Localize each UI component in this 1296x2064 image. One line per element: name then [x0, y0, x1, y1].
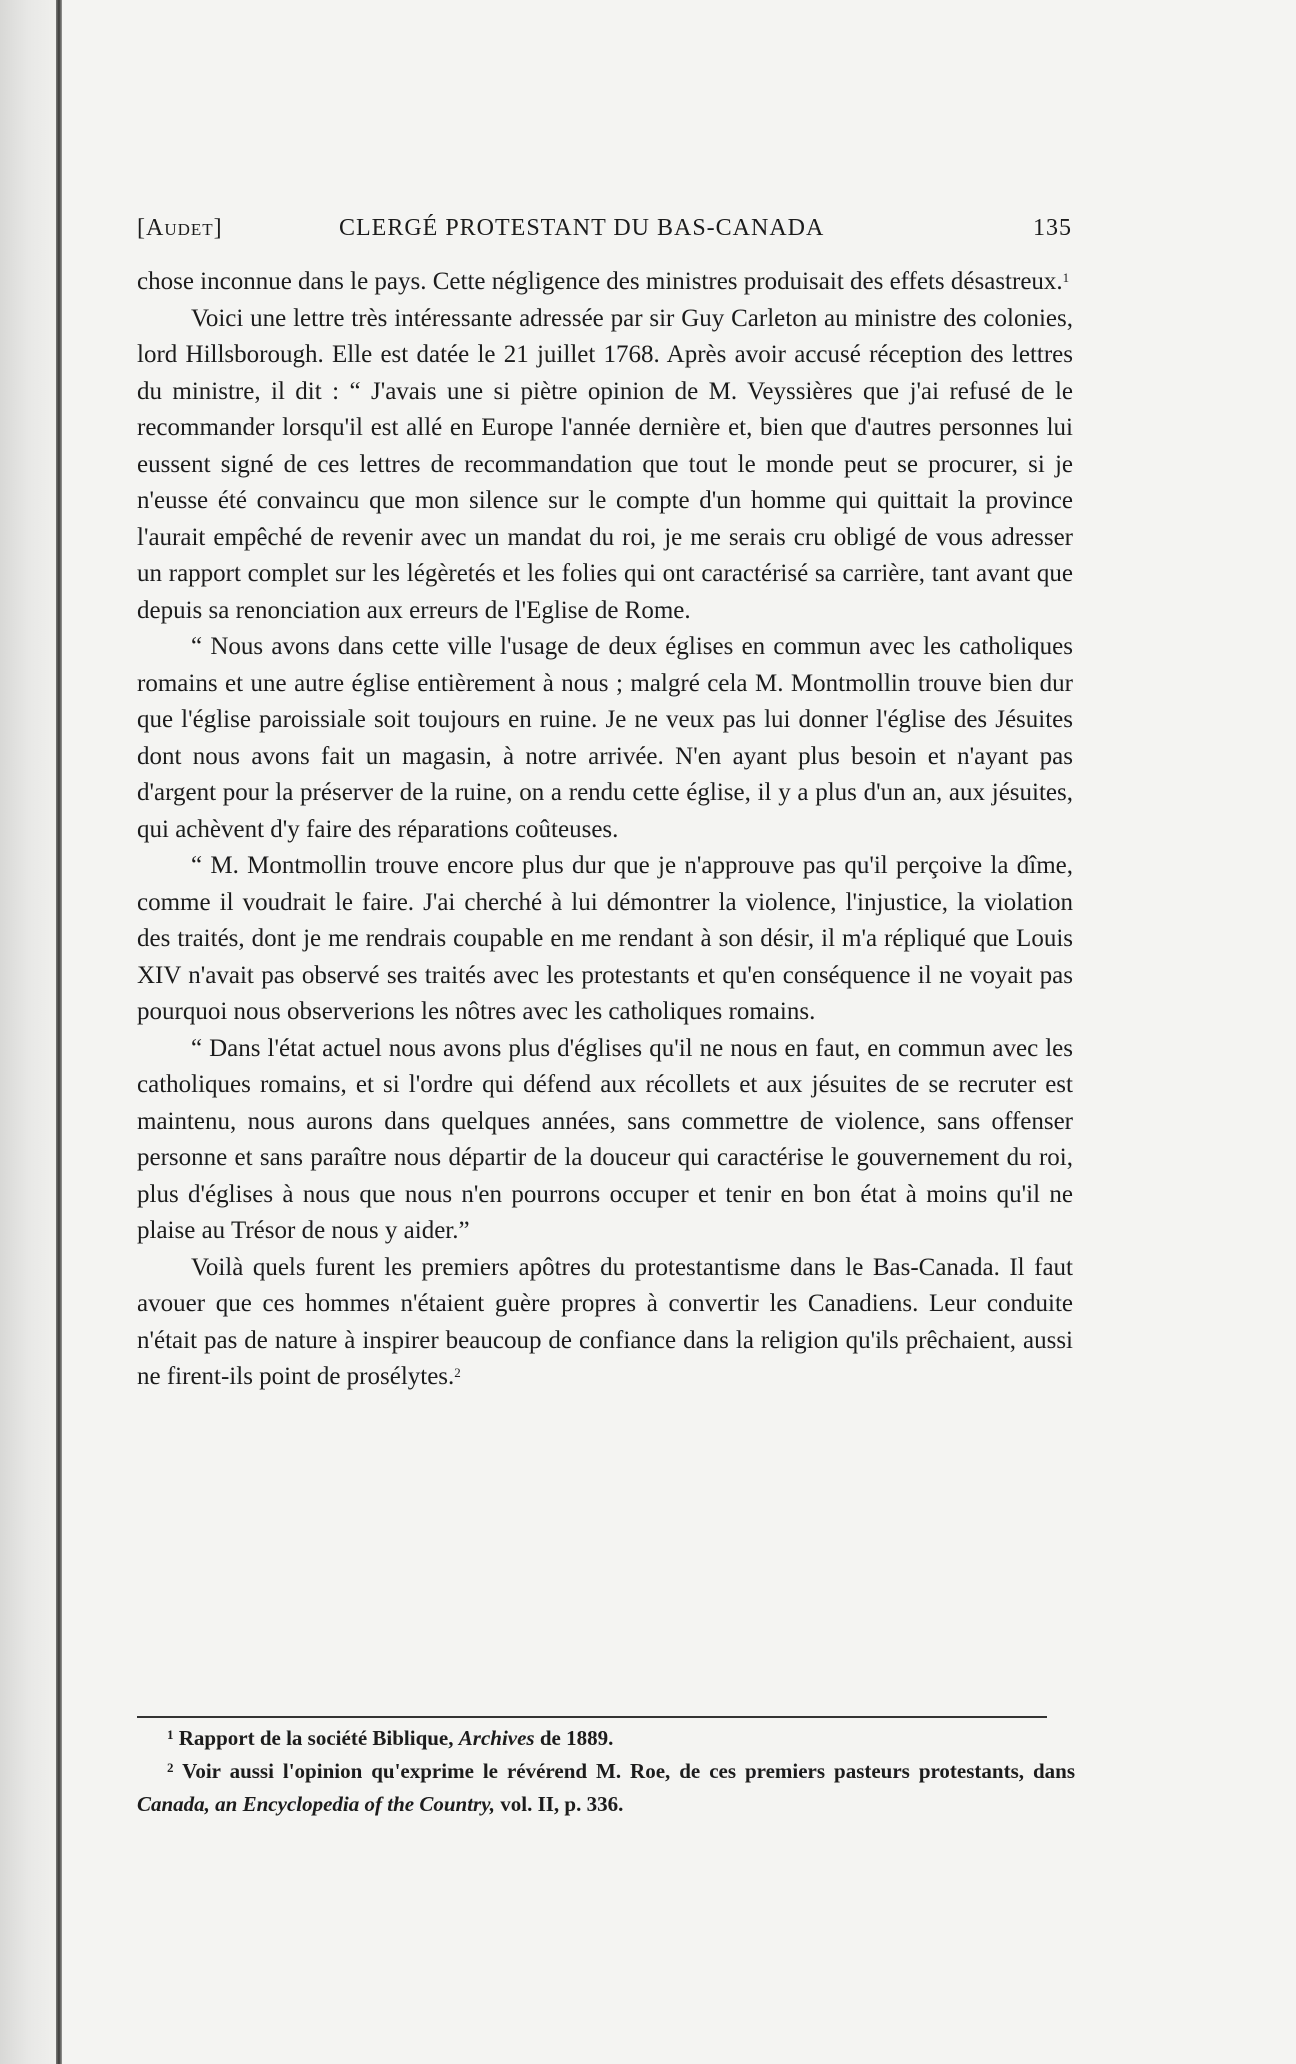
footnote-mark: 2	[167, 1760, 174, 1775]
paragraph-5: “ Dans l'état actuel nous avons plus d'églises qu'il ne nous en faut, en commun avec les catholiques romains, et si l'ordre qui défend aux récollets et aux jésuites de se recruter est maintenu, nous aurons dans quelques années, sans commettre de violence, sans offenser personne et sans paraître nous départir de la douceur qui caractérise le gouvernement du roi, plus d'églises à nous que nous n'en pourrons occuper et tenir en bon état à moins qu'il ne plaise au Trésor de nous y aider.”	[137, 1034, 1073, 1244]
footnote-italic: Archives	[458, 1726, 535, 1750]
footnote-ref-2: 2	[454, 1365, 461, 1380]
header-title: CLERGÉ PROTESTANT DU BAS-CANADA	[339, 215, 825, 241]
footnote-2: $^2$ Voir aussi l'opinion qu'exprime le révérend M. Roe, de ces premiers pasteurs protestants, dans Canada, an Encyclopedia of the Country, vol. II, p. 336.	[137, 1759, 1076, 1816]
footnote-1: $^1$ Rapport de la société Biblique, Archives de 1889.	[167, 1726, 614, 1750]
page-number: 135	[1033, 215, 1072, 241]
header-author: [Audet]	[137, 215, 223, 241]
paragraph-2: Voici une lettre très intéressante adressée par sir Guy Carleton au ministre des colonies, lord Hillsborough. Elle est datée le 21 juillet 1768. Après avoir accusé réception des lettres du ministre, il dit : “ J'avais une si piètre opinion de M. Veyssières que j'ai refusé de le recommander lorsqu'il est allé en Europe l'année dernière et, bien que d'autres personnes lui eussent signé de ces lettres de recommandation que tout le monde peut se procurer, si je n'eusse été convaincu que mon silence sur le compte d'un homme qui quittait la province l'aurait empêché de revenir avec un mandat du roi, je me serais cru obligé de vous adresser un rapport complet sur les légèretés et les folies qui ont caractérisé sa carrière, tant avant que depuis sa renonciation aux erreurs de l'Eglise de Rome.	[137, 304, 1073, 624]
footnotes	[137, 1722, 1075, 1821]
page-binding-shadow	[0, 0, 58, 2064]
running-header	[137, 215, 1072, 249]
paragraph-3: “ Nous avons dans cette ville l'usage de deux églises en commun avec les catholiques romains et une autre église entièrement à nous ; malgré cela M. Montmollin trouve bien dur que l'église paroissiale soit toujours en ruine. Je ne veux pas lui donner l'église des Jésuites dont nous avons fait un magasin, à notre arrivée. N'en ayant plus besoin et n'ayant pas d'argent pour la préserver de la ruine, on a rendu cette église, il y a plus d'un an, aux jésuites, qui achèvent d'y faire des réparations coûteuses.	[137, 633, 1073, 843]
footnote-italic: Canada, an Encyclopedia of the Country,	[137, 1792, 495, 1816]
paragraph-6: Voilà quels furent les premiers apôtres du protestantisme dans le Bas-Canada. Il faut avouer que ces hommes n'étaient guère propres à convertir les Canadiens. Leur conduite n'était pas de nature à inspirer beaucoup de confiance dans la religion qu'ils prêchaient, aussi ne firent-ils point de prosélytes.$^2$	[137, 1253, 1073, 1390]
body-text	[137, 264, 1073, 1396]
paragraph-4: “ M. Montmollin trouve encore plus dur que je n'approuve pas qu'il perçoive la dîme, comme il voudrait le faire. J'ai cherché à lui démontrer la violence, l'injustice, la violation des traités, dont je me rendrais coupable en me rendant à son désir, il m'a répliqué que Louis XIV n'avait pas observé ses traités avec les protestants et qu'en conséquence il ne voyait pas pourquoi nous observerions les nôtres avec les catholiques romains.	[137, 852, 1073, 1025]
paragraph-1: chose inconnue dans le pays. Cette négligence des ministres produisait des effets désastreux.$^1$	[137, 268, 1070, 295]
footnote-rule	[137, 1716, 1047, 1718]
footnote-mark: 1	[167, 1727, 174, 1742]
page-binding-edge	[56, 0, 62, 2064]
footnote-ref-1: 1	[1062, 270, 1070, 285]
